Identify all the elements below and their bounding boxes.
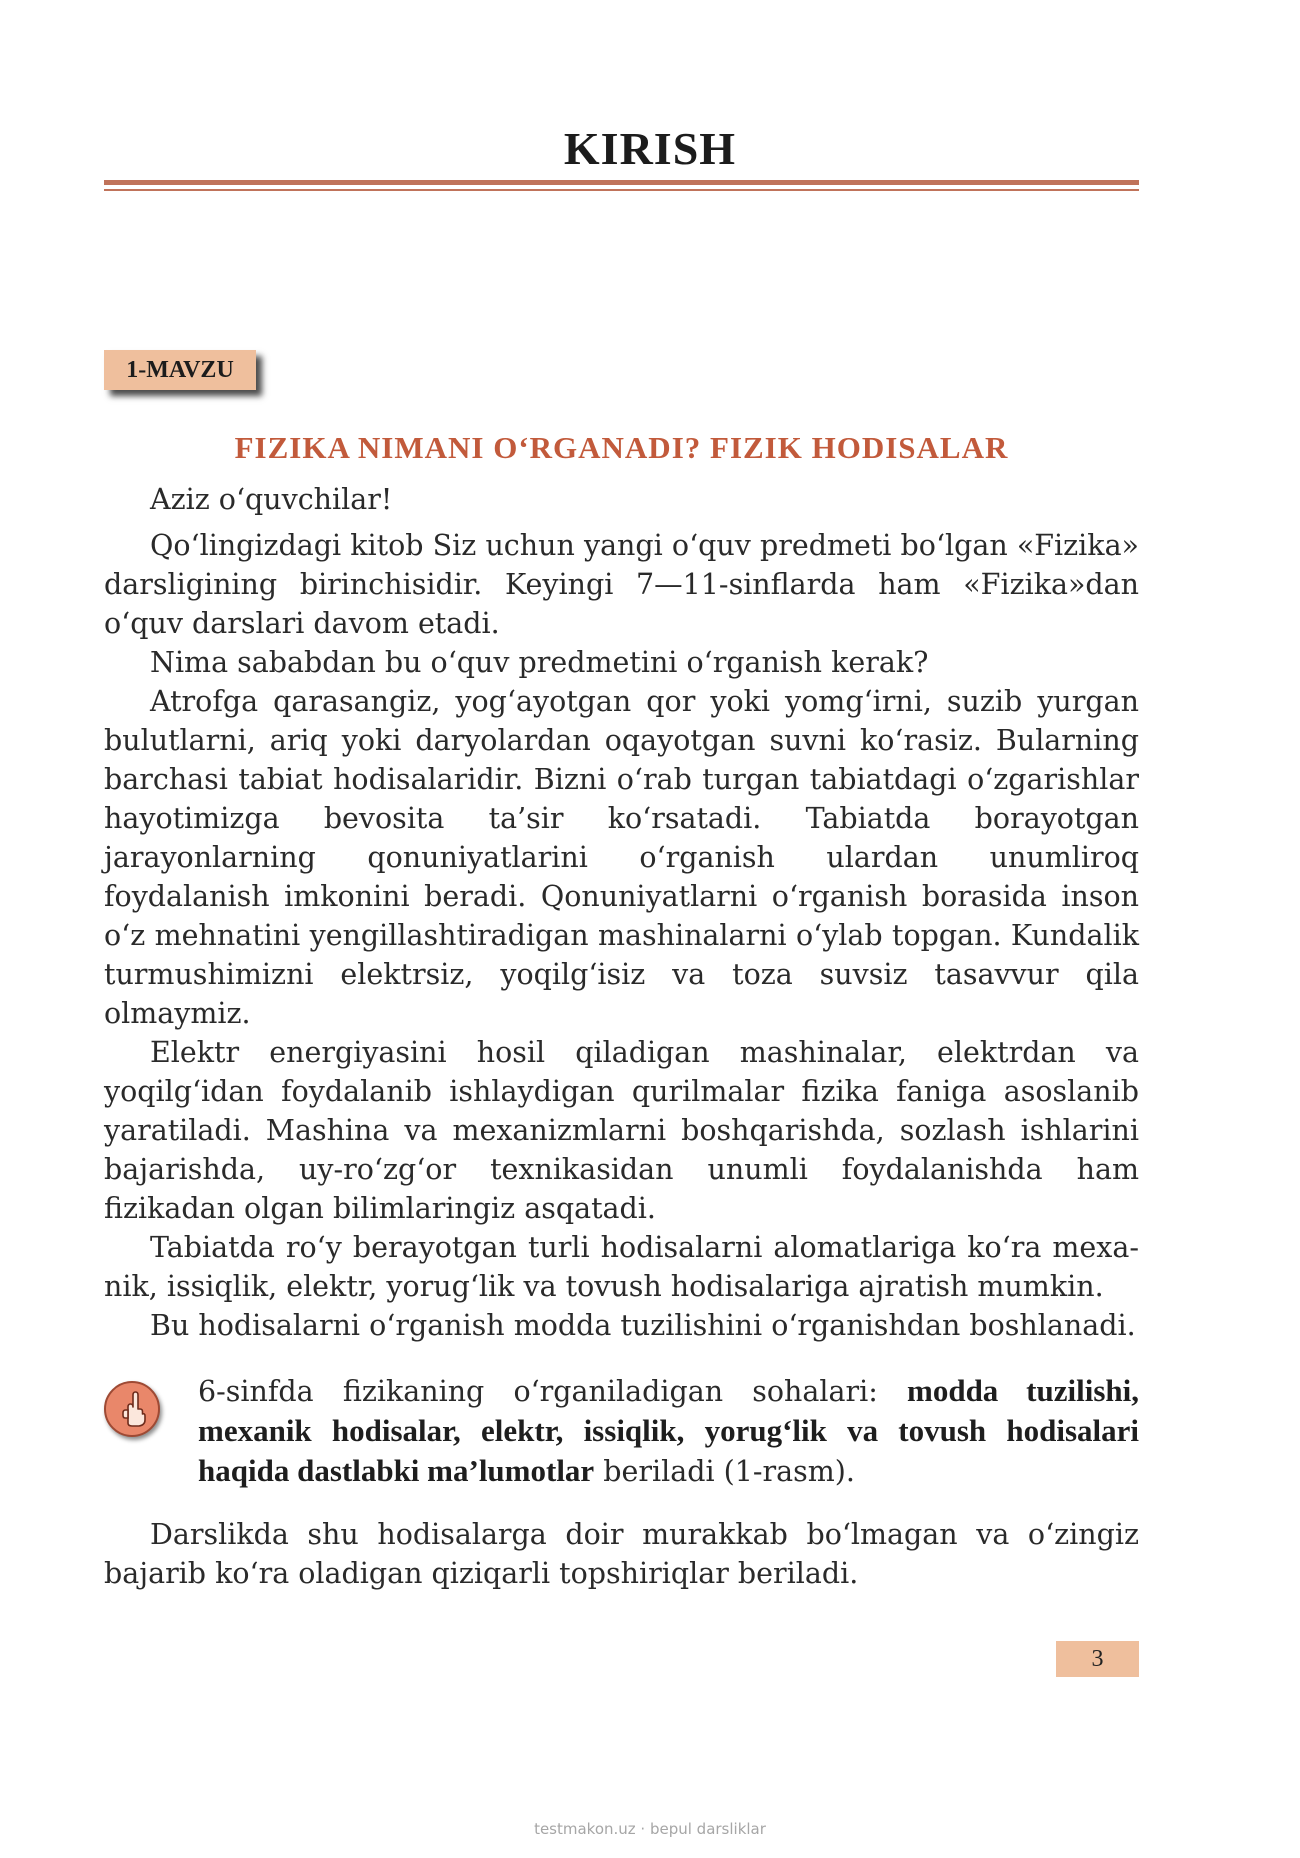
pointing-hand-icon	[104, 1381, 160, 1437]
paragraph-closing: Darslikda shu hodisalarga doir murakkab bo‘lmagan va o‘zingiz bajarib ko‘ra oladigan qiziqarli topshiriqlar beriladi.	[104, 1518, 1139, 1590]
paragraph-question: Nima sababdan bu o‘quv predmetini o‘rganish kerak?	[150, 646, 929, 679]
paragraph-nature: Atrofga qarasangiz, yog‘ayotgan qor yoki yomg‘irni, suzib yurgan bulutlarni, ariq yoki daryolardan oqayotgan suvni ko‘rasiz. Bularning barchasi tabiat hodisalaridir. Bizni o‘rab turgan tabiatdagi o‘zgarishlar hayotimizga bevosita ta’sir ko‘rsatadi. Tabiatda borayotgan jarayonlarning qonuniyatlarini o‘rganish ulardan unumliroq foydalanish imkonini beradi. Qonuniyatlarni o‘rganish borasida inson o‘z mehnatini yengillashtiradigan mashinalarni o‘ylab topgan. Kundalik turmushimizni elektrsiz, yoqilg‘isiz va toza suvsiz tasavvur qila olmaymiz.	[104, 685, 1139, 1030]
watermark-text: testmakon.uz · bepul darsliklar	[534, 1820, 766, 1838]
callout-note	[104, 1371, 1139, 1491]
title-rule-thin	[104, 189, 1139, 191]
page-number: 3	[1056, 1641, 1139, 1677]
callout-prefix: 6-sinfda fizikaning o‘rganiladigan sohalari:	[198, 1375, 907, 1408]
body-text	[104, 480, 1139, 1600]
paragraph-greeting: Aziz o‘quvchilar!	[150, 483, 393, 516]
section-title: FIZIKA NIMANI O‘RGANADI? FIZIK HODISALAR	[234, 430, 1009, 465]
paragraph-machines: Elektr energiyasini hosil qiladigan mashinalar, elektrdan va yoqilg‘idan foydalanib ishlaydigan qurilmalar fizika faniga asoslanib yaratiladi. Mashina va mexanizmlarni boshqarishda, sozlash ishlarini bajarishda, uy-ro‘zg‘or texnikasidan unumli foydalanishda ham fizikadan olgan bilimlaringiz asqatadi.	[104, 1036, 1139, 1225]
callout-suffix: beriladi (1-rasm).	[594, 1455, 855, 1488]
page-title: KIRISH	[563, 123, 737, 174]
paragraph-phenomena: Tabiatda ro‘y berayotgan turli hodisalarni alomatlariga ko‘ra mexanik, issiqlik, elektr, yorug‘lik va tovush hodisalariga ajratish mumkin.	[104, 1231, 1139, 1303]
paragraph-intro: Qo‘lingizdagi kitob Siz uchun yangi o‘quv predmeti bo‘lgan «Fizika» darsligining birinchisidir. Keyingi 7—11-sinflarda ham «Fizika»dan o‘quv darslari davom etadi.	[104, 529, 1139, 640]
paragraph-structure: Bu hodisalarni o‘rganish modda tuzilishini o‘rganishdan boshlanadi.	[150, 1309, 1136, 1342]
callout-text	[198, 1371, 1139, 1491]
title-rule-thick	[104, 180, 1139, 185]
topic-label: 1-MAVZU	[104, 350, 256, 390]
callout-bold: modda tuzilishi, mexanik hodisalar, elektr, issiqlik, yorug‘lik va tovush hodisalari haqida dastlabki ma’lumotlar	[198, 1373, 1139, 1488]
